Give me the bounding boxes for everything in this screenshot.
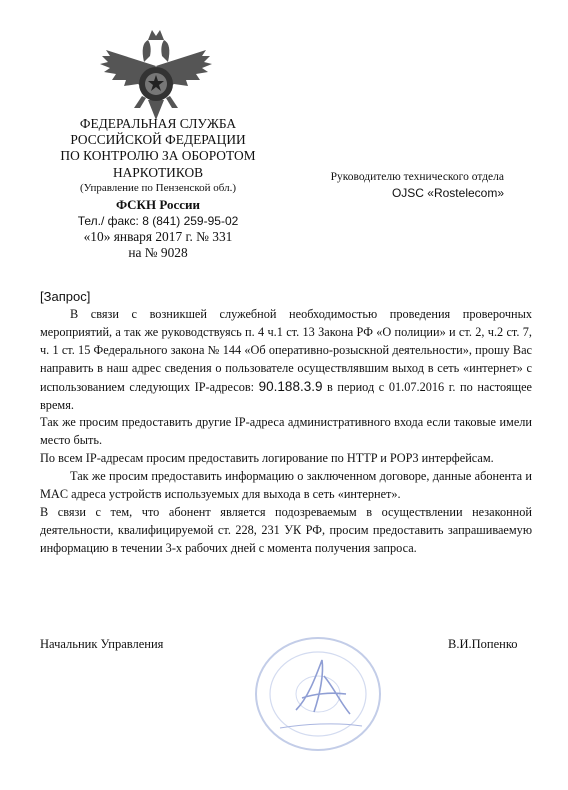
signatory-position: Начальник Управления bbox=[40, 637, 164, 651]
sender-name-line-3: ПО КОНТРОЛЮ ЗА ОБОРОТОМ bbox=[60, 148, 256, 164]
body-paragraph-1-text: В связи с возникшей служебной необходимостью проведения проверочных мероприятий, а так же руководствуясь п. 4 ч.1 ст. 13 Закона РФ «О полиции» и ст. 2, ч.2 ст. 7, ч. 1 ст. 15 Федерального закона № 144 «Об оперативно-розыскной деятельности», прошу Вас направить в наш адрес сведения о пользователе осуществлявшим выход в сеть «интернет» с использованием следующих IP-адресов: bbox=[40, 307, 532, 394]
letter-date-number: «10» января 2017 г. № 331 bbox=[83, 228, 233, 244]
letter-reference-number: на № 9028 bbox=[128, 245, 188, 261]
letter-body bbox=[40, 306, 532, 558]
recipient-block bbox=[304, 170, 504, 201]
stamp-signature-icon bbox=[250, 632, 386, 756]
sender-name-line-1: ФЕДЕРАЛЬНАЯ СЛУЖБА bbox=[79, 116, 237, 131]
signatory-name: В.И.Попенко bbox=[448, 637, 518, 651]
sender-name-line-2: РОССИЙСКОЙ ФЕДЕРАЦИИ bbox=[70, 132, 246, 148]
sender-abbreviation: ФСКН России bbox=[116, 196, 200, 212]
recipient-title: Руководителю технического отдела bbox=[330, 171, 504, 183]
ip-address: 90.188.3.9 bbox=[258, 378, 323, 394]
letter-subject: [Запрос] bbox=[40, 289, 91, 304]
recipient-organization: OJSC «Rostelecom» bbox=[391, 185, 504, 200]
eagle-emblem-icon bbox=[100, 26, 212, 122]
body-paragraph-3: По всем IP-адресам просим предоставить логирование по HTTP и POP3 интерфейсам. bbox=[40, 451, 494, 466]
sender-header bbox=[40, 116, 276, 261]
sender-name-line-4: НАРКОТИКОВ bbox=[112, 164, 204, 180]
body-paragraph-5: В связи с тем, что абонент является подозреваемым в осуществлении незаконной деятельности, квалифицируемой ст. 228, 231 УК РФ, просим предоставить запрашиваемую информацию в течении 3-х рабочих дней с момента получения запроса. bbox=[40, 504, 532, 555]
body-paragraph-2: Так же просим предоставить другие IP-адреса административного входа если таковые имели место быть. bbox=[40, 415, 532, 448]
body-paragraph-1 bbox=[40, 306, 532, 414]
sender-phone: Тел./ факс: 8 (841) 259-95-02 bbox=[77, 213, 239, 228]
sender-department: (Управление по Пензенской обл.) bbox=[79, 181, 237, 194]
body-paragraph-1-tail: в период с 01.07.2016 г. по настоящее время. bbox=[40, 379, 532, 412]
body-paragraph-4: Так же просим предоставить информацию о заключенном договоре, данные абонента и MAC адреса устройств используемых для выхода в сеть «интернет». bbox=[40, 469, 532, 502]
